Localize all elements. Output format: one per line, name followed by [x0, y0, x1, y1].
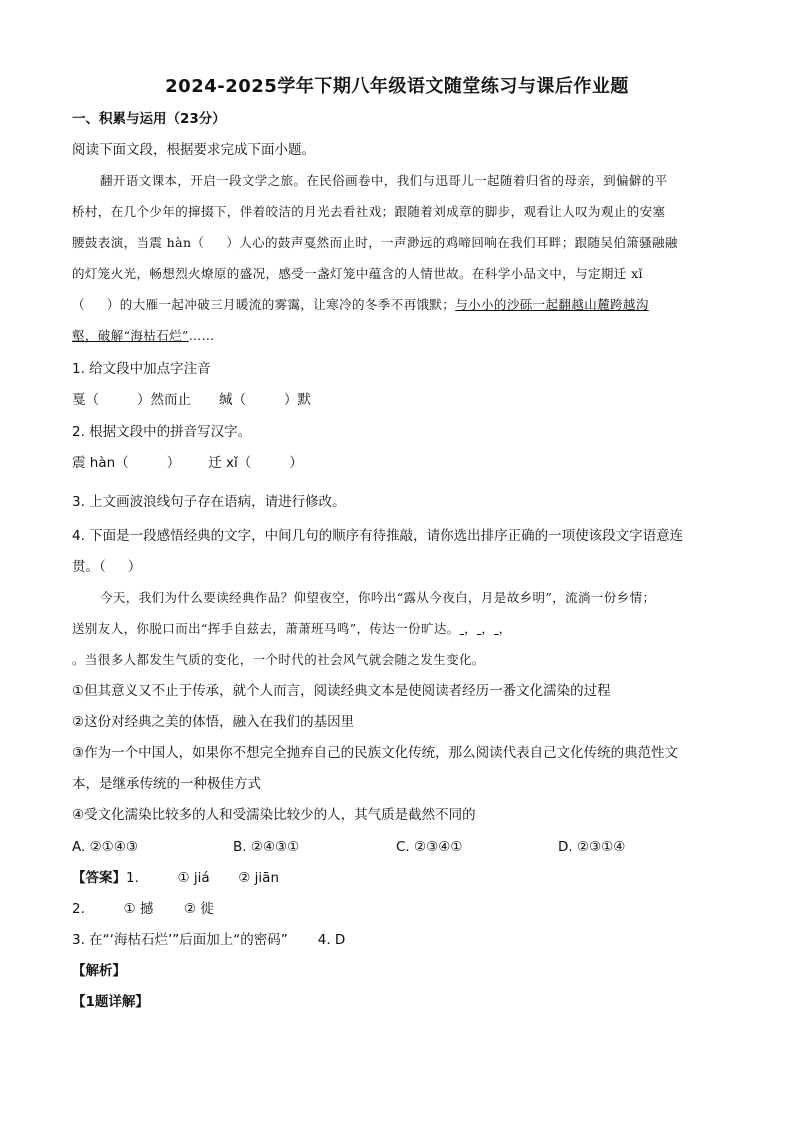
q4-stem-2b: ） — [127, 559, 142, 575]
question-3-stem: 3. 上文画波浪线句子存在语病，请进行修改。 — [72, 494, 346, 510]
q4-passage-line-3 — [72, 651, 485, 669]
answer-line-3 — [72, 931, 345, 949]
passage-line-3 — [72, 234, 678, 252]
q2-item-2-prefix: 迁 xǐ（ — [208, 455, 252, 471]
wavy-sentence-part-2: 壑，破解“海枯石烂” — [72, 328, 189, 343]
analysis-label: 【解析】 — [72, 963, 126, 979]
q4-sentence-2: ②这份对经典之美的体悟，融入在我们的基因里 — [72, 714, 355, 730]
q4-sentence-1: ①但其意义又不止于传承，就个人而言，阅读经典文本是使阅读者经历一番文化濡染的过程 — [72, 683, 611, 699]
passage-line-5b: ）的大雁一起冲破三月暖流的雾霭，让寒冷的冬季不再饿默； — [106, 297, 456, 312]
question-4-stem-line-2 — [72, 558, 141, 576]
passage-line-1: 翻开语文课本，开启一段文学之旅。在民俗画卷中，我们与迅哥儿一起随着归省的母亲，到偏僻的平 — [100, 173, 668, 188]
blank-2 — [477, 621, 481, 636]
passage-line-5a: （ — [72, 297, 85, 312]
passage-line-3b: ）人心的鼓声戛然而止时，一声渺远的鸡啼回响在我们耳畔；跟随吴伯箫骚融融 — [226, 235, 678, 250]
answer-1-number: 1. — [126, 870, 139, 886]
option-a: A. ②①④③ — [72, 839, 138, 855]
answer-line-2 — [72, 900, 214, 918]
passage-line-3a: 腰鼓表演，当震 hàn（ — [72, 235, 205, 250]
analysis-detail-heading: 【1题详解】 — [72, 994, 149, 1010]
q1-item-2-prefix: 缄（ — [219, 392, 246, 408]
blank-3 — [494, 621, 498, 636]
passage-ellipsis: …… — [188, 328, 215, 343]
answer-3: 3. 在“‘海枯石烂’”后面加上“的密码” — [72, 932, 288, 948]
section-heading: 一、积累与运用（23分） — [72, 111, 226, 127]
q4-sentence-3-line-2: 本，是继承传统的一种极佳方式 — [72, 776, 261, 792]
q4-sentence-4: ④受文化濡染比较多的人和受濡染比较少的人，其气质是截然不同的 — [72, 807, 476, 823]
answer-4: 4. D — [317, 932, 346, 948]
q1-item-1-suffix: ）然而止 — [137, 392, 191, 408]
question-2-stem: 2. 根据文段中的拼音写汉字。 — [72, 424, 252, 440]
answer-2-mark-2: ② — [183, 901, 197, 917]
blank-1 — [460, 621, 464, 636]
answer-line-1 — [72, 869, 279, 887]
answer-2-number: 2. — [72, 901, 85, 917]
instruction-text: 阅读下面文段，根据要求完成下面小题。 — [72, 142, 315, 158]
passage-line-6 — [72, 327, 215, 345]
q4-stem-2a: 贯。（ — [72, 559, 106, 575]
passage-line-2: 桥村，在几个少年的撺掇下，伴着皎洁的月光去看社戏；跟随着刘成章的脚步，观看让人叹为观止的安塞 — [72, 204, 666, 219]
q4-passage-line-2: 送别友人，你脱口而出“挥手自兹去，萧萧班马鸣”，传达一份旷达。 ， ， ， — [72, 621, 512, 636]
wavy-sentence-part-1: 与小小的沙砾一起翻越山麓跨越沟 — [455, 297, 649, 312]
page-title: 2024-2025学年下期八年级语文随堂练习与课后作业题 — [165, 76, 629, 97]
q1-item-1-prefix: 戛（ — [72, 392, 99, 408]
option-d: D. ②③①④ — [558, 839, 626, 855]
answer-1-mark-2: ② — [238, 870, 251, 886]
question-1-items — [72, 391, 311, 409]
q4-passage-3-text: 。当很多人都发生气质的变化，一个时代的社会风气就会随之发生变化。 — [72, 652, 485, 667]
q4-passage-line-1: 今天，我们为什么要读经典作品？仰望夜空，你吟出“露从今夜白，月是故乡明”，流淌一份乡情； — [100, 590, 656, 605]
q2-item-1-prefix: 震 hàn（ — [72, 455, 129, 471]
passage-line-4: 的灯笼火光，畅想烈火燎原的盛况，感受一盏灯笼中蕴含的人情世故。在科学小品文中，与定期迁 xǐ — [72, 266, 643, 281]
q4-sentence-3-line-1: ③作为一个中国人，如果你不想完全抛弃自己的民族文化传统，那么阅读代表自己文化传统的典范性文 — [72, 745, 679, 761]
answer-2-value-1: 撼 — [139, 901, 154, 917]
q4-passage-2-text: 送别友人，你脱口而出“挥手自兹去，萧萧班马鸣”，传达一份旷达。 — [72, 621, 460, 636]
question-1-stem: 1. 给文段中加点字注音 — [72, 361, 211, 377]
answer-1-value-2: jiān — [254, 870, 280, 886]
passage-line-5 — [72, 296, 649, 314]
answer-2-mark-1: ① — [123, 901, 136, 917]
answer-1-value-1: jiá — [193, 870, 210, 886]
q2-item-1-suffix: ） — [166, 455, 181, 471]
answer-label: 【答案】 — [72, 870, 126, 886]
question-4-stem-line-1: 4. 下面是一段感悟经典的文字，中间几句的顺序有待推敲，请你选出排序正确的一项使该段文字语意连 — [72, 528, 684, 544]
option-c: C. ②③④① — [396, 839, 463, 855]
question-2-items — [72, 454, 303, 472]
q2-item-2-suffix: ） — [289, 455, 303, 471]
answer-2-value-2: 徙 — [200, 901, 214, 917]
answer-1-mark-1: ① — [177, 870, 190, 886]
q1-item-2-suffix: ）默 — [284, 392, 311, 408]
option-b: B. ②④③① — [233, 839, 300, 855]
